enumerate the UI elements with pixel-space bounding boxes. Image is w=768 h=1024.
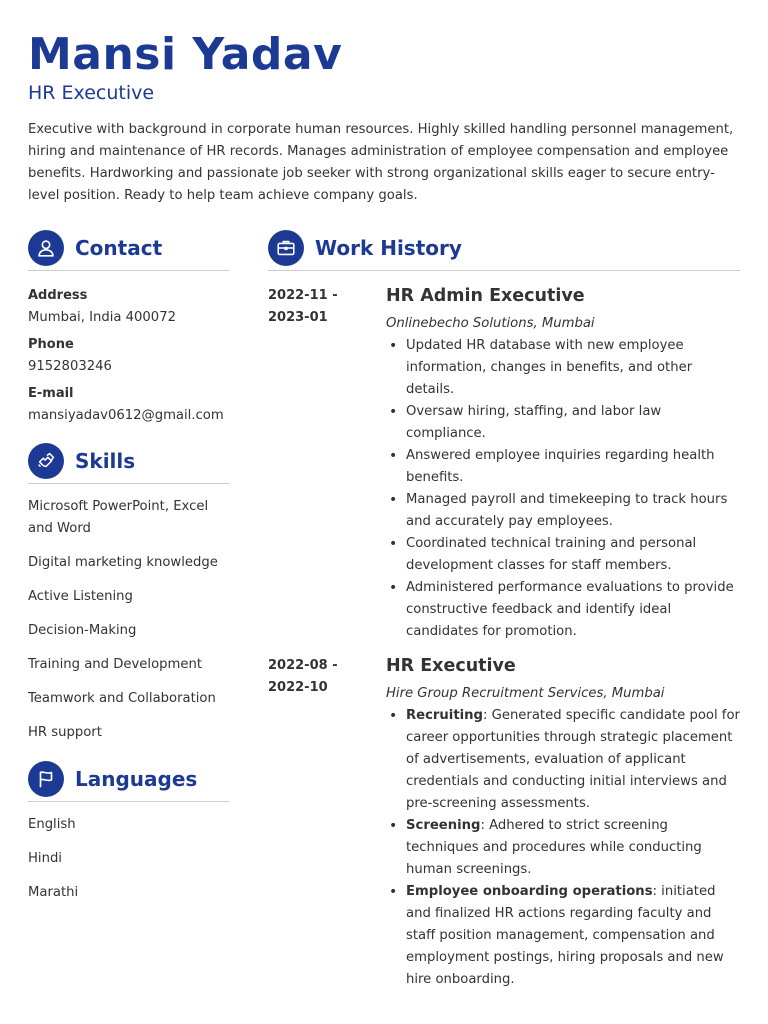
flag-icon [28,761,64,797]
duty-text: Managed payroll and timekeeping to track hours and accurately pay employees. [406,492,728,529]
job-duties [386,335,740,643]
duty-text: Coordinated technical training and personal development classes for staff members. [406,536,697,573]
duty-text: Administered performance evaluations to provide constructive feedback and identify ideal candidates for promotion. [406,580,734,639]
languages-heading: Languages [75,767,198,791]
languages-header [28,760,230,798]
skill-item: Active Listening [28,589,133,604]
resume-header [28,28,740,104]
phone-value: 9152803246 [28,359,112,374]
address-item [28,285,230,329]
left-column [28,229,230,916]
person-icon [28,230,64,266]
job-date-start: 2022-08 - [268,658,338,673]
candidate-name: Mansi Yadav [28,29,343,80]
duty-item [386,401,740,445]
language-item: Hindi [28,851,62,866]
job-company: Onlinebecho Solutions, Mumbai [386,316,595,331]
duty-text: : Adhered to strict screening techniques and procedures while conducting human screenings. [406,818,702,877]
skill-item: Training and Development [28,657,203,672]
email-label: E-mail [28,386,74,401]
duty-item [386,705,740,815]
professional-summary: Executive with background in corporate human resources. Highly skilled handling personnel management, hiring and maintenance of HR records. Manages administration of employee compensation and employee benefits. Hardworking and passionate job seeker with strong organizational skills eager to secure entry-level position. Ready to help team achieve company goals. [28,122,734,203]
duty-item [386,445,740,489]
duty-text: Answered employee inquiries regarding health benefits. [406,448,715,485]
job-dates [268,285,386,643]
skill-item: Microsoft PowerPoint, Excel and Word [28,499,209,536]
skills-header [28,442,230,480]
language-item: Marathi [28,885,79,900]
job-date-end: 2023-01 [268,310,328,325]
languages-section [28,760,230,904]
duty-item [386,815,740,881]
job-entry [268,655,740,991]
job-date-end: 2022-10 [268,680,328,695]
job-date-start: 2022-11 - [268,288,338,303]
contact-header [28,229,230,267]
duty-lead: Employee onboarding operations [406,884,653,899]
job-entry [268,285,740,643]
work-history-divider [268,270,740,271]
email-value: mansiyadav0612@gmail.com [28,408,224,423]
duty-text: : initiated and finalized HR actions regarding faculty and staff position management, compensation and employment postings, hiring proposals and new hire onboarding. [406,884,724,987]
duty-lead: Recruiting [406,708,483,723]
skills-divider [28,483,230,484]
contact-section [28,229,230,427]
skill-item: Decision-Making [28,623,137,638]
duty-item [386,489,740,533]
duty-lead: Screening [406,818,481,833]
duty-item [386,533,740,577]
candidate-title: HR Executive [28,82,155,104]
address-value: Mumbai, India 400072 [28,310,176,325]
work-history-heading: Work History [315,236,462,260]
address-label: Address [28,288,88,303]
skill-item: HR support [28,725,102,740]
phone-label: Phone [28,337,74,352]
phone-item [28,334,230,378]
job-dates [268,655,386,991]
languages-divider [28,801,230,802]
puzzle-hands-icon [28,443,64,479]
briefcase-icon [268,230,304,266]
work-history-header [268,229,740,267]
contact-divider [28,270,230,271]
duty-text: : Generated specific candidate pool for career opportunities through strategic placement of advertisements, evaluation of applicant credentials and conducting initial interviews and pre-screening assessments. [406,708,740,811]
skill-item: Teamwork and Collaboration [28,691,216,706]
duty-item [386,335,740,401]
job-title: HR Admin Executive [386,286,585,306]
duty-item [386,577,740,643]
language-item: English [28,817,76,832]
job-title: HR Executive [386,656,516,676]
right-column [268,229,740,991]
email-item [28,383,230,427]
duty-text: Oversaw hiring, staffing, and labor law compliance. [406,404,662,441]
contact-heading: Contact [75,236,163,260]
job-duties [386,705,740,991]
job-company: Hire Group Recruitment Services, Mumbai [386,686,665,701]
skills-heading: Skills [75,449,136,473]
duty-item [386,881,740,991]
skills-section [28,442,230,744]
skill-item: Digital marketing knowledge [28,555,218,570]
duty-text: Updated HR database with new employee information, changes in benefits, and other details. [406,338,693,397]
